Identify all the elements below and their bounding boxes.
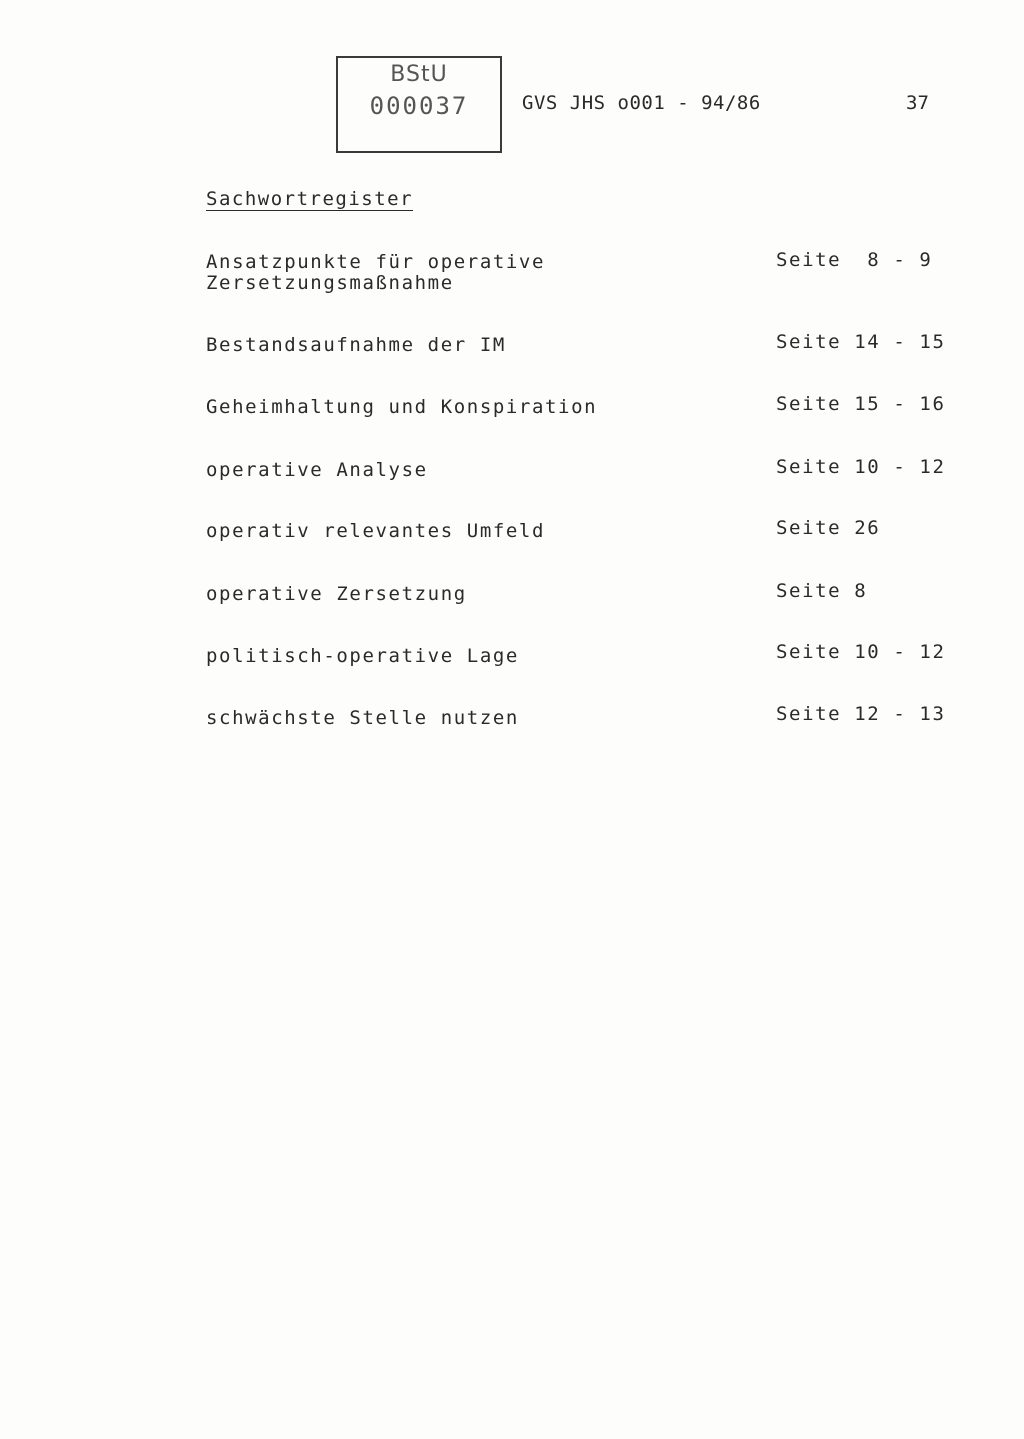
archive-stamp: [336, 56, 502, 153]
index-entry-term: operativ relevantes Umfeld: [206, 520, 546, 542]
index-entry-term: Geheimhaltung und Konspiration: [206, 396, 598, 418]
index-entry-term: Bestandsaufnahme der IM: [206, 334, 506, 356]
index-entry-page: Seite 8 - 9: [776, 249, 933, 271]
index-entry-page: Seite 10 - 12: [776, 641, 946, 663]
index-entry-term: schwächste Stelle nutzen: [206, 707, 519, 729]
index-title: Sachwortregister: [206, 188, 414, 210]
index-entry-term: operative Analyse: [206, 459, 428, 481]
index-entry-page: Seite 12 - 13: [776, 703, 946, 725]
stamp-org: BStU: [390, 62, 448, 87]
index-entry-term: Ansatzpunkte für operative Zersetzungsmaßnahme: [206, 251, 546, 294]
stamp-number: 000037: [369, 92, 469, 120]
page-number: 37: [906, 92, 929, 114]
index-entry-page: Seite 14 - 15: [776, 331, 946, 353]
index-entry-page: Seite 15 - 16: [776, 393, 946, 415]
index-entry-page: Seite 26: [776, 517, 881, 539]
index-entry-term: operative Zersetzung: [206, 583, 467, 605]
index-entry-page: Seite 10 - 12: [776, 456, 946, 478]
index-entry-term: politisch-operative Lage: [206, 645, 519, 667]
index-entry-page: Seite 8: [776, 580, 868, 602]
document-reference: GVS JHS o001 - 94/86: [522, 92, 761, 114]
